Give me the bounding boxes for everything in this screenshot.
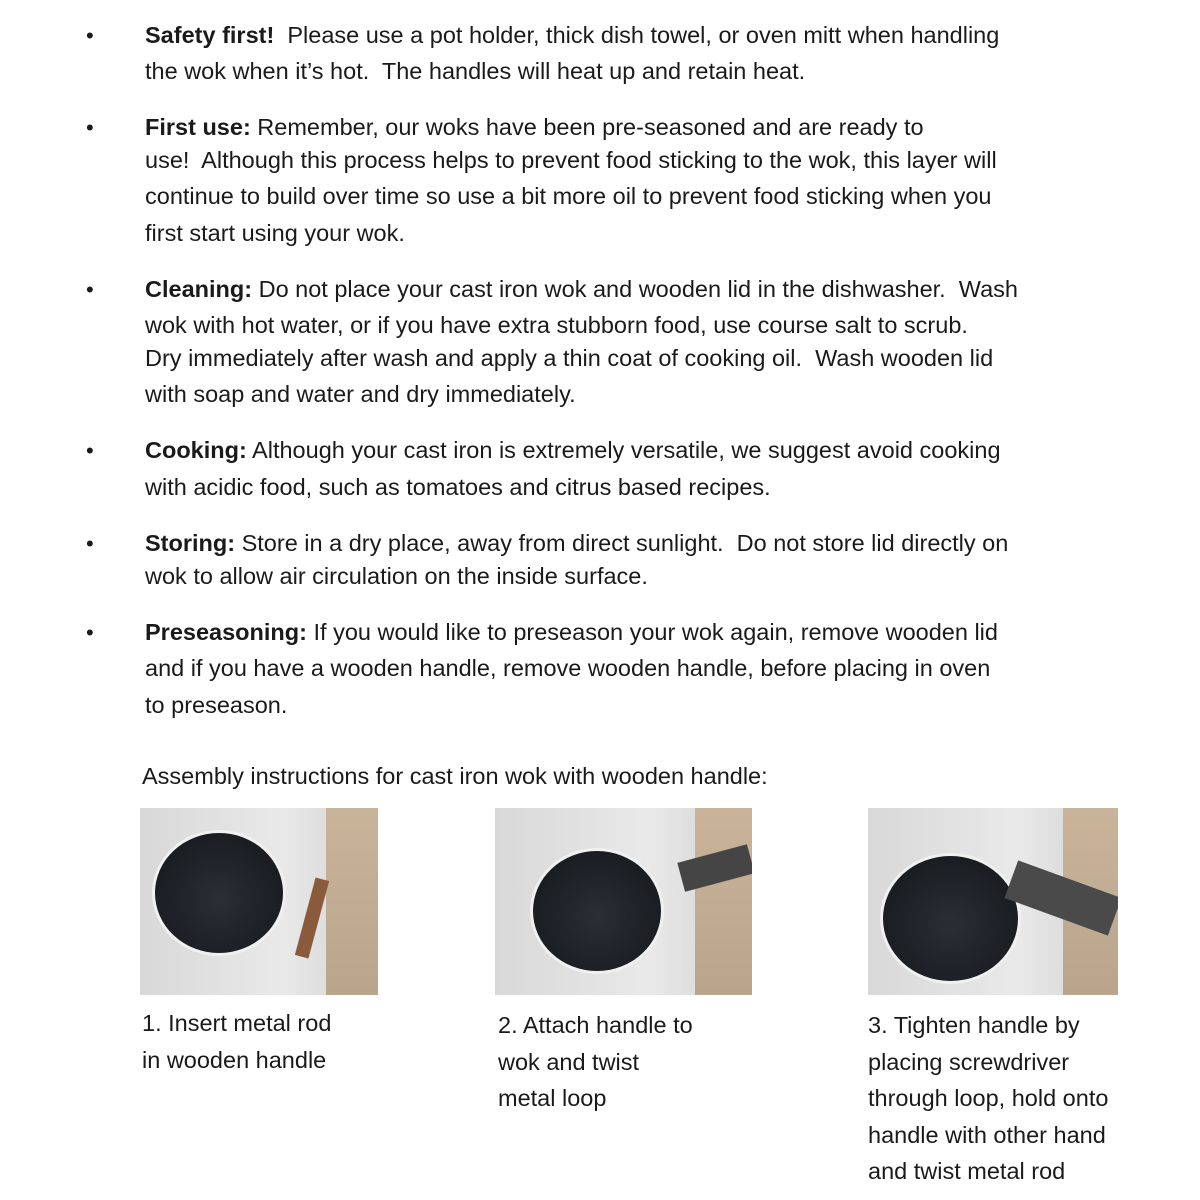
step-1-caption: in wooden handle [142,1046,327,1073]
instruction-line: use! Although this process helps to prevent food sticking to the wok, this layer will [145,147,997,173]
wok-image [530,848,664,974]
instruction-line [145,20,999,50]
instruction-label: Preseasoning: [145,619,307,645]
instruction-line: the wok when it’s hot. The handles will heat up and retain heat. [145,58,806,84]
wok-image [152,830,286,956]
step-3-caption: handle with other hand [868,1121,1106,1148]
bullet-icon: • [86,115,94,140]
step-2-photo [495,808,752,995]
instruction-line: and if you have a wooden handle, remove wooden handle, before placing in oven [145,655,991,681]
instruction-label: Cooking: [145,437,247,463]
wall-background [326,808,378,995]
bullet-icon: • [86,23,94,48]
step-1-photo [140,808,378,995]
instruction-line: wok with hot water, or if you have extra stubborn food, use course salt to scrub. [145,312,968,338]
assembly-heading: Assembly instructions for cast iron wok with wooden handle: [142,763,768,789]
bullet-icon: • [86,438,94,463]
instruction-line [145,528,1008,558]
instruction-text: Please use a pot holder, thick dish towel, or oven mitt when handling [274,22,1000,48]
instruction-text: Although your cast iron is extremely versatile, we suggest avoid cooking [246,437,1001,463]
step-3-caption: and twist metal rod [868,1158,1066,1184]
wok-image [880,853,1021,984]
instruction-line: first start using your wok. [145,220,405,246]
step-3-caption: placing screwdriver [868,1048,1070,1075]
instruction-label: Storing: [145,530,236,556]
bullet-icon: • [86,531,94,556]
step-1-caption: 1. Insert metal rod [142,1010,332,1036]
bullet-icon: • [86,277,94,302]
wooden-handle-image [295,878,329,959]
instruction-text: Store in a dry place, away from direct sunlight. Do not store lid directly on [235,530,1009,556]
instruction-label: Safety first! [145,22,275,48]
wall-background [695,808,752,995]
instruction-text: If you would like to preseason your wok again, remove wooden lid [306,619,998,645]
instruction-line [145,435,1001,465]
instruction-text: Do not place your cast iron wok and wooden lid in the dishwasher. Wash [252,276,1018,302]
instruction-label: First use: [145,114,251,140]
bullet-icon: • [86,620,94,645]
step-2-caption: wok and twist [498,1048,640,1075]
instruction-line: to preseason. [145,692,288,718]
instruction-line [145,617,998,647]
step-3-caption: 3. Tighten handle by [868,1012,1080,1038]
instruction-line [145,274,1018,304]
instruction-line: wok to allow air circulation on the inside surface. [145,563,648,589]
instruction-text: Remember, our woks have been pre-seasoned and are ready to [250,114,924,140]
step-3-photo [868,808,1118,995]
instruction-line [145,112,924,142]
step-2-caption: 2. Attach handle to [498,1012,693,1038]
step-3-caption: through loop, hold onto [868,1085,1109,1111]
instruction-label: Cleaning: [145,276,253,302]
instruction-line: continue to build over time so use a bit more oil to prevent food sticking when you [145,183,992,209]
step-2-caption: metal loop [498,1085,607,1111]
instruction-line: with acidic food, such as tomatoes and citrus based recipes. [145,474,771,500]
instruction-line: Dry immediately after wash and apply a thin coat of cooking oil. Wash wooden lid [145,345,994,371]
instruction-line: with soap and water and dry immediately. [145,381,576,407]
